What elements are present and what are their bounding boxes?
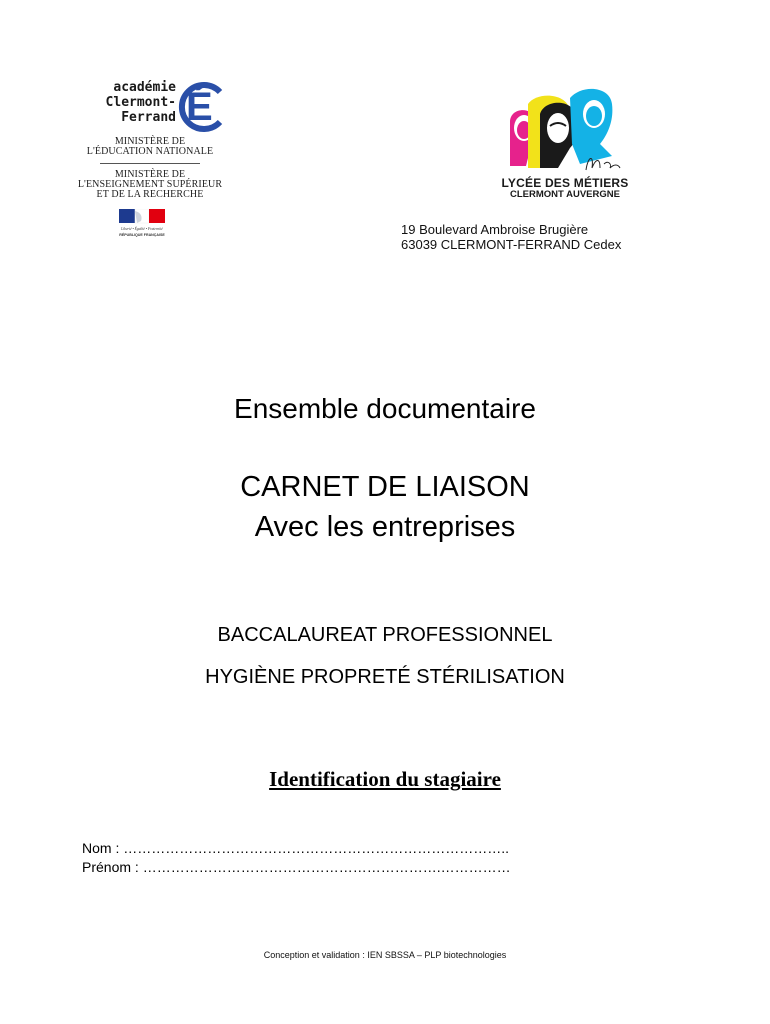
ministry-higher-line3: ET DE LA RECHERCHE <box>96 189 204 200</box>
academie-line1: académie <box>113 80 176 95</box>
marianne-logo <box>117 209 167 239</box>
academie-e-letter: É <box>186 85 213 129</box>
academie-logo <box>56 56 228 146</box>
footer-credits: Conception et validation : IEN SBSSA – PLP biotechnologies <box>263 950 507 960</box>
document-title: Ensemble documentaire <box>234 393 536 424</box>
prenom-field[interactable]: Prénom : ……………………………………………………….…………… <box>82 859 511 875</box>
identification-heading: Identification du stagiaire <box>269 767 501 791</box>
lycee-faces-graphic <box>500 84 640 176</box>
nom-field[interactable]: Nom : ……………………………………………………………………….. <box>82 840 510 856</box>
ministry-education <box>60 137 240 157</box>
academie-e-logo <box>176 56 232 136</box>
lycee-logo <box>500 84 640 204</box>
diploma-name: BACCALAUREAT PROFESSIONNEL <box>217 624 553 646</box>
academie-line2: Clermont-Ferrand <box>105 95 176 125</box>
ministry-higher-line2: L'ENSEIGNEMENT SUPÉRIEUR <box>77 179 223 190</box>
ministry-divider <box>100 163 200 164</box>
lycee-title: LYCÉE DES MÉTIERS <box>501 176 629 190</box>
ministry-higher-line1: MINISTÈRE DE <box>114 169 186 180</box>
carnet-title: CARNET DE LIAISON <box>240 471 530 503</box>
ministry-education-line1: MINISTÈRE DE <box>114 136 186 147</box>
carnet-subtitle: Avec les entreprises <box>254 511 516 543</box>
marianne-motto: Liberté • Égalité • Fraternité <box>121 227 163 231</box>
address-line1: 19 Boulevard Ambroise Brugière <box>401 222 589 237</box>
specialty-name: HYGIÈNE PROPRETÉ STÉRILISATION <box>205 666 565 688</box>
ministry-education-line2: L'ÉDUCATION NATIONALE <box>86 146 214 157</box>
school-address <box>401 222 621 252</box>
academie-logo-text <box>56 80 176 125</box>
ministry-higher-education <box>60 170 240 200</box>
address-line2: 63039 CLERMONT-FERRAND Cedex <box>401 237 622 252</box>
lycee-subtitle: CLERMONT AUVERGNE <box>510 189 620 200</box>
marianne-country: RÉPUBLIQUE FRANÇAISE <box>119 233 165 237</box>
